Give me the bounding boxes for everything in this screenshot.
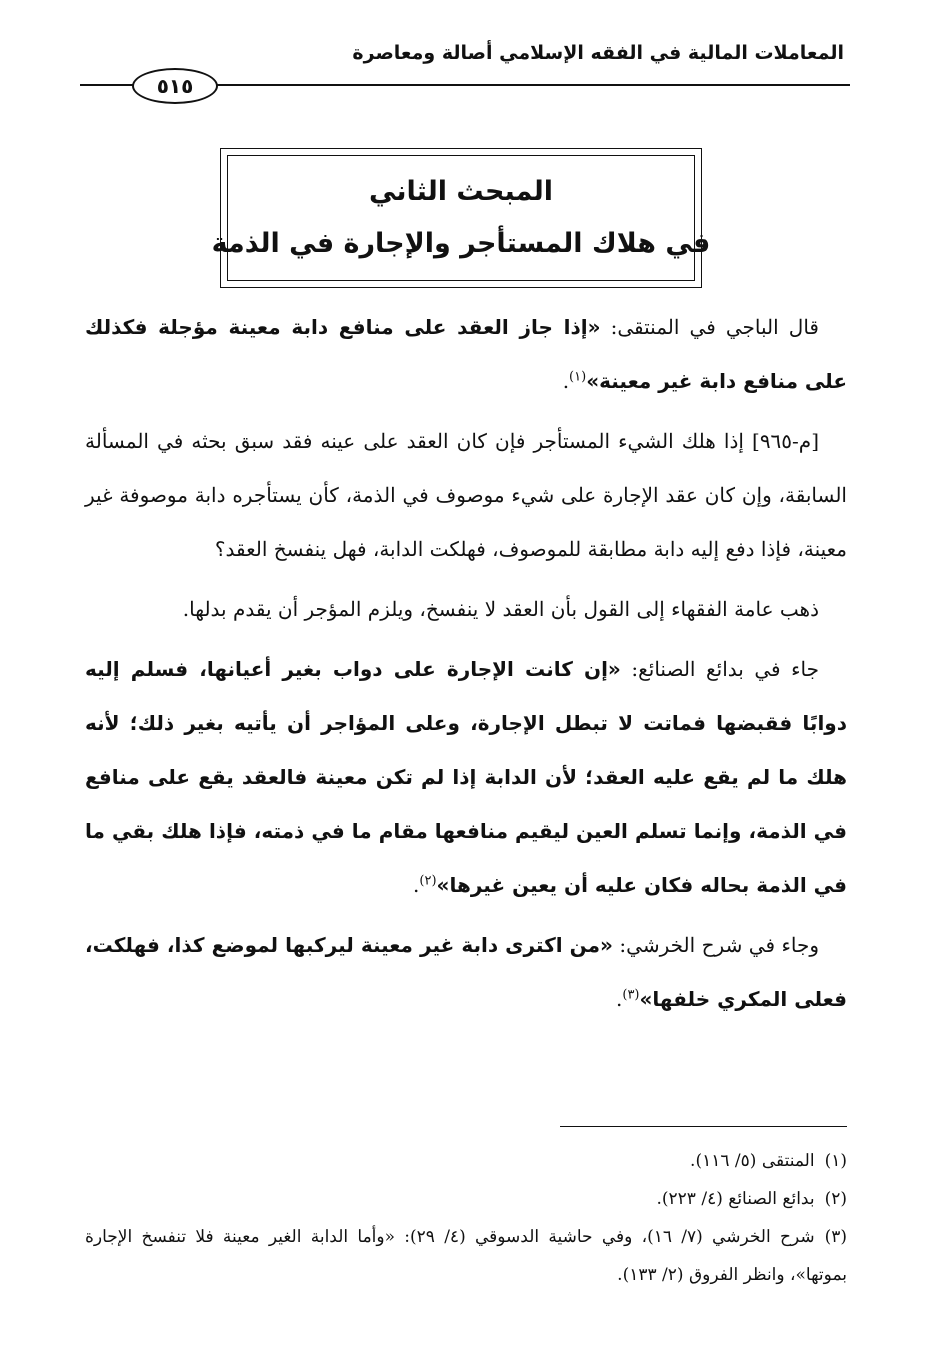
paragraph-kharashi	[85, 918, 847, 1026]
footnote-3	[85, 1218, 847, 1294]
paragraph-badai-quote: «إن كانت الإجارة على دواب بغير أعيانها، فسلم إليه دوابًا فقبضها فماتت لا تبطل الإجارة، وعلى المؤاجر أن يأتيه بغير ذلك؛ لأنه هلك ما لم يقع عليه العقد؛ لأن الدابة إذا لم تكن معينة فالعقد يقع على منافع في الذمة، وإنما تسلم العين ليقيم منافعها مقام ما في ذمته، فإذا هلك بقي ما في الذمة بحاله فكان عليه أن يعين غيرها»	[85, 657, 847, 897]
paragraph-badai-end: .	[413, 873, 420, 897]
paragraph-baji-end: .	[562, 369, 570, 393]
footnote-2-text: بدائع الصنائع (٤/ ٢٢٣).	[656, 1189, 815, 1209]
running-header: المعاملات المالية في الفقه الإسلامي أصالة ومعاصرة	[352, 42, 844, 64]
footnote-2	[85, 1180, 847, 1218]
paragraph-badai	[85, 642, 847, 912]
paragraph-majority-view: ذهب عامة الفقهاء إلى القول بأن العقد لا ينفسخ، ويلزم المؤجر أن يقدم بدلها.	[182, 597, 819, 621]
section-title-line-2: في هلاك المستأجر والإجارة في الذمة	[211, 228, 711, 259]
section-title-line-1: المبحث الثاني	[369, 176, 553, 207]
footnote-ref-3: (٣)	[622, 987, 640, 1003]
paragraph-baji-intro: قال الباجي في المنتقى:	[600, 315, 819, 339]
section-title-frame	[211, 148, 711, 288]
footnote-3-number: (٣)	[824, 1227, 847, 1247]
footnote-ref-2: (٢)	[419, 873, 437, 889]
footnotes	[85, 1142, 847, 1294]
section-title-inner-frame	[211, 155, 711, 281]
paragraph-issue-965: [م-٩٦٥] إذا هلك الشيء المستأجر فإن كان العقد على عينه فقد سبق بحثه في المسألة السابقة، وإن كان عقد الإجارة على شيء موصوف في الذمة، كأن يستأجره دابة موصوفة غير معينة، فإذا دفع إليه دابة مطابقة للموصوف، فهلكت الدابة، فهل ينفسخ العقد؟	[85, 429, 847, 561]
page-number: ٥١٥	[132, 68, 218, 104]
footnote-1-text: المنتقى (٥/ ١١٦).	[690, 1151, 815, 1171]
footnote-3-text: شرح الخرشي (٧/ ١٦)، وفي حاشية الدسوقي (٤/ ٢٩): «وأما الدابة الغير معينة فلا تنفسخ الإجارة بموتها»، وانظر الفروق (٢/ ١٣٣).	[85, 1227, 847, 1285]
paragraph-badai-intro: جاء في بدائع الصنائع:	[620, 657, 819, 681]
footnote-1	[85, 1142, 847, 1180]
body-text	[85, 300, 847, 1032]
paragraph-baji	[85, 300, 847, 408]
paragraph-baji-quote: «إذا جاز العقد على منافع دابة معينة مؤجلة فكذلك على منافع دابة غير معينة»	[85, 315, 847, 393]
paragraph-kharashi-quote: «من اكترى دابة غير معينة ليركبها لموضع كذا، فهلكت، فعلى المكري خلفها»	[85, 933, 847, 1011]
paragraph-kharashi-intro: وجاء في شرح الخرشي:	[612, 933, 819, 957]
footnote-2-number: (٢)	[824, 1189, 847, 1209]
footnote-separator	[560, 1126, 847, 1127]
footnote-ref-1: (١)	[569, 369, 587, 385]
footnote-1-number: (١)	[824, 1151, 847, 1171]
paragraph-kharashi-end: .	[616, 987, 623, 1011]
